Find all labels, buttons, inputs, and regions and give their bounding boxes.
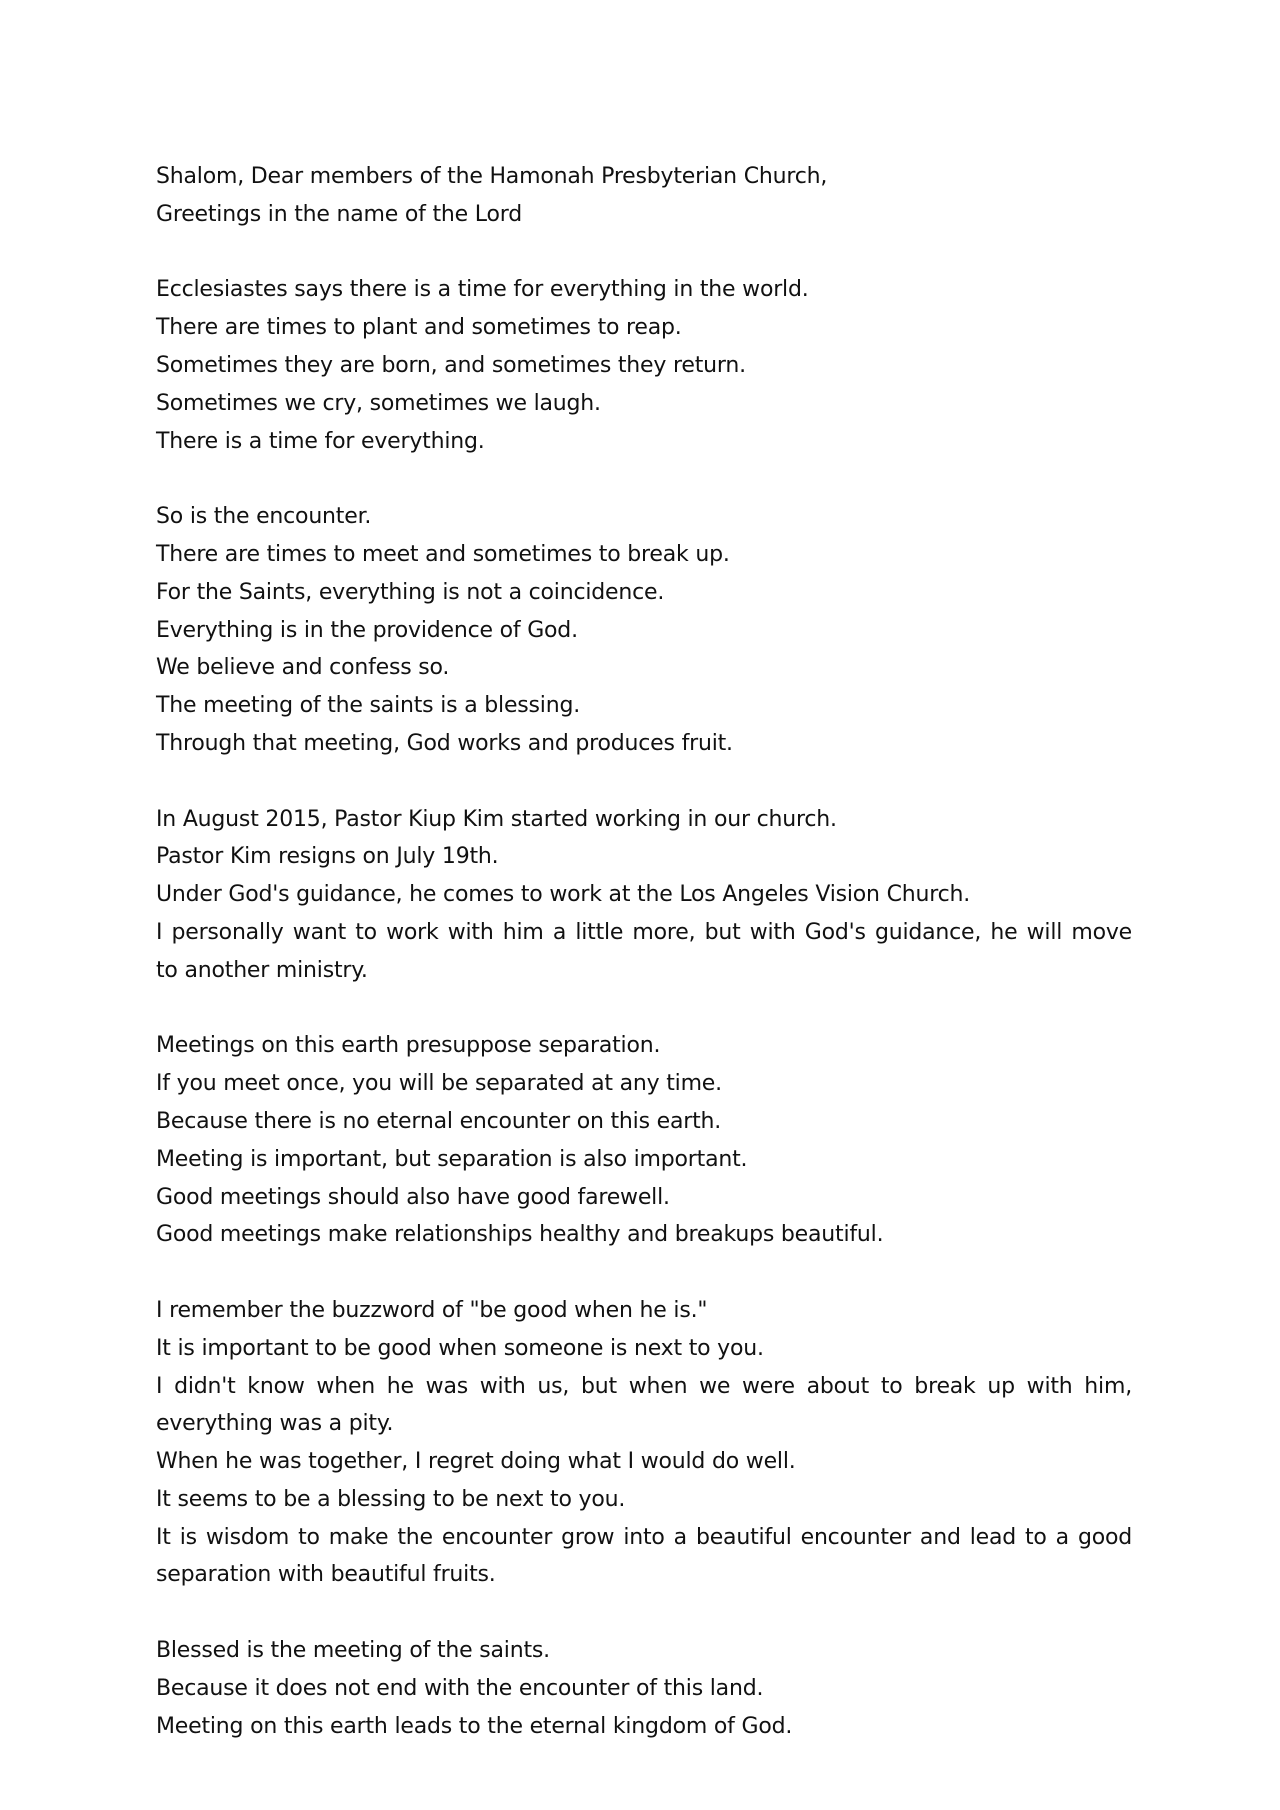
paragraph: [156, 158, 1132, 234]
paragraph: [156, 1292, 1132, 1594]
letter-body: [156, 158, 1132, 1783]
text-line: There is a time for everything.: [156, 428, 485, 454]
text-line: We believe and confess so.: [156, 655, 450, 681]
text-line: Everything is in the providence of God.: [156, 617, 578, 643]
text-line: It seems to be a blessing to be next to you.: [156, 1486, 626, 1512]
text-line: Because there is no eternal encounter on this earth.: [156, 1108, 722, 1134]
text-line: Meeting is important, but separation is also important.: [156, 1146, 748, 1172]
text-line: If you meet once, you will be separated at any time.: [156, 1071, 722, 1097]
text-line: to another ministry.: [156, 957, 368, 983]
text-line: The meeting of the saints is a blessing.: [156, 693, 581, 719]
text-line: Blessed is the meeting of the saints.: [156, 1638, 550, 1664]
text-line: There are times to plant and sometimes to reap.: [156, 315, 682, 341]
text-line: Good meetings make relationships healthy and breakups beautiful.: [156, 1222, 884, 1248]
paragraph: [156, 271, 1132, 460]
text-line: In August 2015, Pastor Kiup Kim started working in our church.: [156, 806, 837, 832]
text-line: Under God's guidance, he comes to work at the Los Angeles Vision Church.: [156, 882, 971, 908]
text-line: There are times to meet and sometimes to break up.: [156, 541, 730, 567]
paragraph: [156, 498, 1132, 763]
text-line: I personally want to work with him a little more, but with God's guidance, he will move: [156, 919, 1132, 945]
text-line: I didn't know when he was with us, but when we were about to break up with him,: [156, 1373, 1132, 1399]
paragraph: [156, 1632, 1132, 1745]
text-line: For the Saints, everything is not a coincidence.: [156, 579, 665, 605]
text-line: Shalom, Dear members of the Hamonah Presbyterian Church,: [156, 164, 828, 189]
text-line: Through that meeting, God works and produces fruit.: [156, 730, 733, 756]
text-line: Meetings on this earth presuppose separation.: [156, 1033, 661, 1059]
text-line: Meeting on this earth leads to the eternal kingdom of God.: [156, 1713, 793, 1739]
text-line: Because it does not end with the encounter of this land.: [156, 1675, 764, 1701]
paragraph: [156, 801, 1132, 990]
text-line: everything was a pity.: [156, 1411, 394, 1437]
paragraph: [156, 1027, 1132, 1254]
text-line: So is the encounter.: [156, 504, 372, 530]
text-line: Pastor Kim resigns on July 19th.: [156, 844, 499, 870]
text-line: It is important to be good when someone is next to you.: [156, 1335, 764, 1361]
text-line: Sometimes they are born, and sometimes they return.: [156, 352, 746, 378]
text-line: Good meetings should also have good farewell.: [156, 1184, 670, 1210]
text-line: Ecclesiastes says there is a time for everything in the world.: [156, 277, 809, 303]
text-line: When he was together, I regret doing what I would do well.: [156, 1449, 796, 1475]
text-line: Sometimes we cry, sometimes we laugh.: [156, 390, 601, 416]
text-line: I remember the buzzword of "be good when he is.": [156, 1297, 708, 1323]
text-line: separation with beautiful fruits.: [156, 1562, 496, 1588]
text-line: It is wisdom to make the encounter grow into a beautiful encounter and lead to a good: [156, 1524, 1132, 1550]
text-line: Greetings in the name of the Lord: [156, 201, 522, 227]
